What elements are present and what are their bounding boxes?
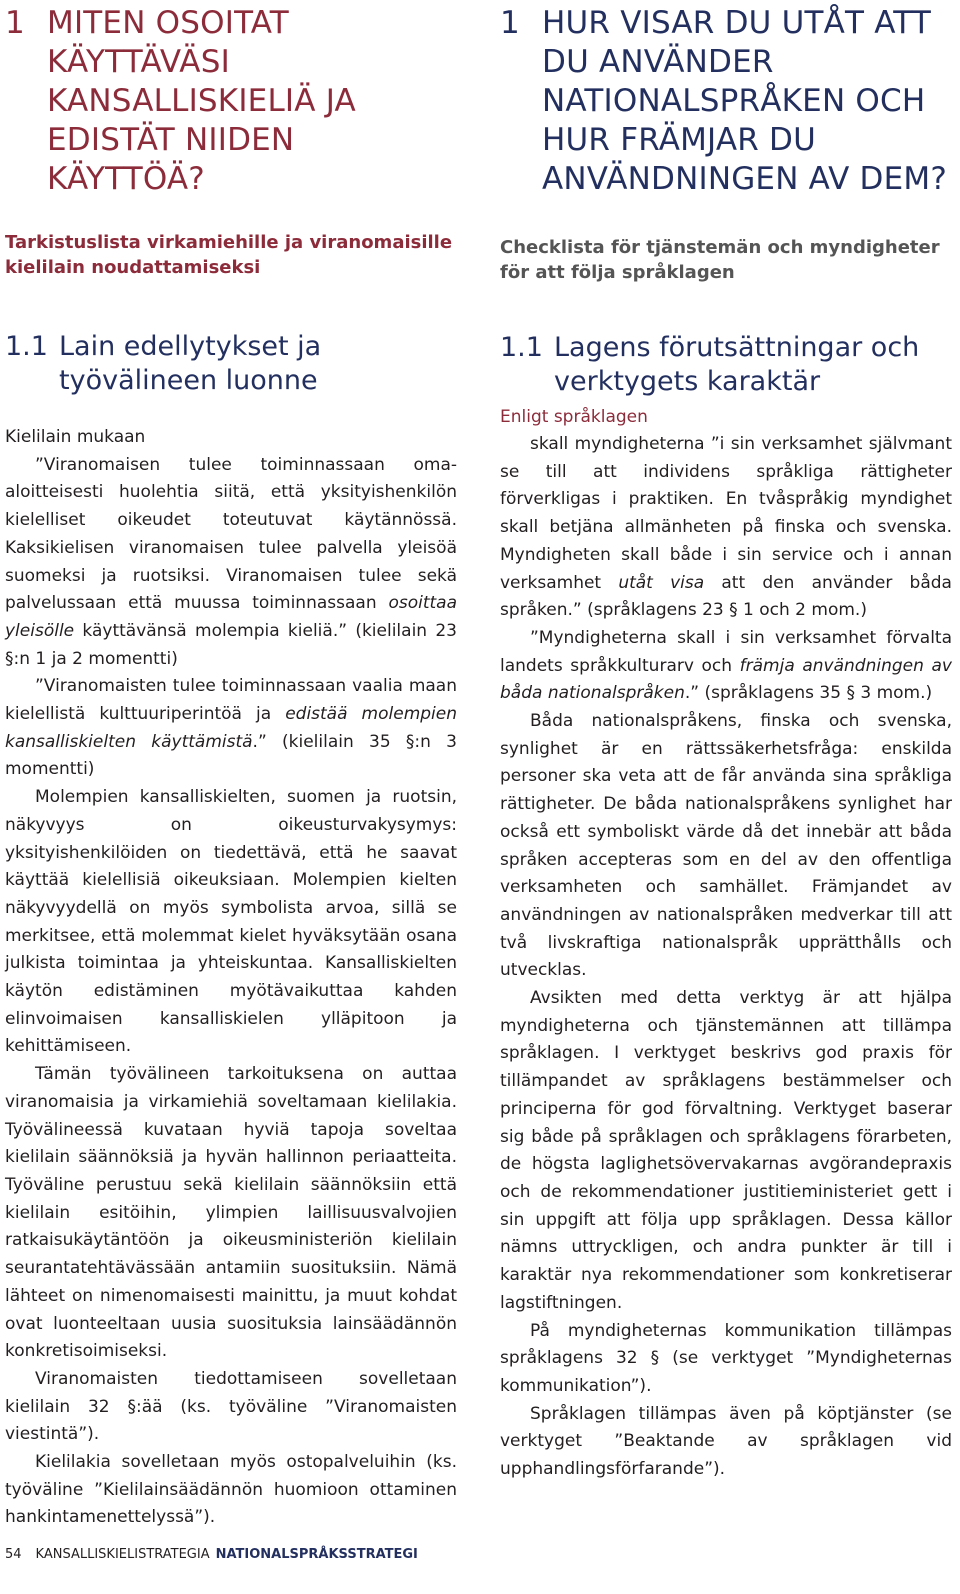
quote-2-text-b-fi: .” (kielilain 35 §:n 3 momentti) (5, 731, 457, 780)
footer-title-fi: KANSALLISKIELISTRATEGIA (35, 1547, 210, 1562)
section-number-sv: 1.1 (500, 332, 543, 363)
quote-1-emphasis-fi: osoittaa yleisölle (5, 593, 457, 641)
paragraph-6-fi: Kielilakia sovelletaan myös ostopalveluihin (ks. työväline ”Kielilainsäädännön huomioon ottaminen hankintamenettelyssä”). (5, 1452, 457, 1528)
page-footer (5, 1547, 418, 1563)
quote-2-text-a-fi: ”Viranomaisten tulee toiminnassaan vaalia maan kielellistä kulttuuriperintöä ja (5, 676, 457, 725)
paragraph-5-fi: Viranomaisten tiedottamiseen sovelletaan kielilain 32 §:ää (ks. työväline ”Viranomaisten viestintä”). (5, 1368, 457, 1445)
intro-line-fi: Kielilain mukaan (5, 427, 146, 447)
chapter-title-fi: MITEN OSOITAT KÄYTTÄVÄSI KANSALLISKIELIÄ JA EDISTÄT NIIDEN KÄYTTÖÄ? (47, 5, 356, 197)
footer-title-sv: NATIONALSPRÅKSSTRATEGI (215, 1547, 418, 1562)
paragraph-5-sv: På myndigheternas kommunikation tillämpas språklagens 32 § (se verktyget ”Myndigheternas kommunikation”). (500, 1320, 952, 1396)
chapter-subtitle-sv: Checklista för tjänstemän och myndigheter för att följa språklagen (500, 237, 940, 283)
quote-1-emphasis-sv: utåt visa (618, 572, 705, 593)
chapter-heading-sv (500, 0, 952, 199)
chapter-number-sv: 1 (500, 5, 520, 41)
chapter-subtitle-fi: Tarkistuslista virkamiehille ja viranomaisille kielilain noudattamiseksi (5, 232, 453, 278)
quote-1-citation-fi: ” (kielilain 23 §:n 1 ja 2 momentti) (5, 620, 457, 669)
quote-paragraph-2-fi (5, 673, 457, 784)
section-heading-sv (500, 331, 952, 399)
body-text-sv (500, 403, 952, 1484)
quote-2-text-a-sv: ”Myndigheterna skall i sin verksamhet förvalta landets språkkulturarv och (500, 627, 952, 676)
chapter-heading-fi (5, 0, 457, 199)
page-number: 54 (5, 1547, 22, 1562)
quote-paragraph-2-sv (500, 625, 952, 708)
quote-2-emphasis-sv: främja användningen av båda nationalspråken (500, 655, 952, 704)
quote-paragraph-1-sv (500, 431, 952, 625)
paragraph-3-fi: Molempien kansalliskielten, suomen ja ruotsin, näkyvyys on oikeusturvakysymys: yksityishenkilöiden on tiedettävä, että he saavat käyttää kielellisiä oikeuksiaan. Molempien kielten näkyvyydellä on myös symbolista arvoa, sillä se merkitsee, että molemmat kielet hyväksytään osana julkista toimintaa ja yhteiskuntaa. Kansalliskielten käytön edistäminen myötävaikuttaa kahden elinvoimaisen kansalliskielen ylläpitoon ja kehittämiseen. (5, 787, 457, 1057)
paragraph-3-sv: Båda nationalspråkens, finska och svenska, synlighet är en rättssäkerhetsfråga: enskilda personer ska veta att de får använda sina språkliga rättigheter. De båda nationalspråkens synlighet har också ett symboliskt värde då det innebär att båda språken accepteras som en del av den offentliga verksamheten och samhället. Främjandet av användningen av nationalspråken medverkar till att två livskraftiga nationalspråk upprätthålls och utvecklas. (500, 711, 952, 981)
paragraph-6-sv: Språklagen tillämpas även på köptjänster (se verktyget ”Beaktande av språklagen vid upphandlingsförfarande”). (500, 1403, 952, 1480)
section-title-sv: Lagens förutsättningar och verktygets karaktär (554, 332, 920, 397)
paragraph-4-fi: Tämän työvälineen tarkoituksena on auttaa viranomaisia ja virkamiehiä soveltamaan kielilakia. Työvälineessä kuvataan hyviä tapoja soveltaa kielilain säännöksiä ja hyvän hallinnon periaatteita. Työväline perustuu sekä kielilain säännöksiin että kielilain esitöihin, ylimpien laillisuusvalvojien ratkaisukäytäntöön ja oikeusministeriön kielilain seurantatehtävässään antamiin suosituksiin. Nämä lähteet on nimenomaisesti mainittu, ja muut kohdat ovat luonteeltaan uusia suosituksia lainsäädännön konkretisoimiseksi. (5, 1064, 457, 1362)
body-text-fi (5, 424, 457, 1532)
swedish-column (500, 0, 952, 1484)
quote-paragraph-1-fi (5, 452, 457, 674)
section-number-fi: 1.1 (5, 331, 48, 362)
quote-1-text-a-fi: ”Viranomaisen tulee toiminnassaan oma-aloitteisesti huolehtia siitä, että yksityishenkilön kielelliset oikeudet toteutuvat käytännössä. Kaksikielisen viranomaisen tulee palvella yleisöä suomeksi ja ruotsiksi. Viranomaisen tulee sekä palvelussaan että muussa toiminnassaan (5, 454, 457, 614)
chapter-title-sv: HUR VISAR DU UTÅT ATT DU ANVÄNDER NATIONALSPRÅKEN OCH HUR FRÄMJAR DU ANVÄNDNINGEN AV DEM? (542, 5, 948, 197)
section-heading-fi (5, 330, 457, 398)
quote-1-text-a-sv: skall myndigheterna ”i sin verksamhet självmant se till att individens språkliga rättigheter förverkligas i praktiken. En tvåspråkig myndighet skall betjäna allmänheten på finska och svenska. Myndigheten skall både i sin service och i annan verksamhet (500, 434, 952, 593)
quote-2-text-b-sv: .” (språklagens 35 § 3 mom.) (684, 683, 933, 704)
section-title-fi: Lain edellytykset ja työvälineen luonne (59, 331, 322, 396)
chapter-number-fi: 1 (5, 5, 25, 41)
quote-2-emphasis-fi: edistää molempien kansalliskielten käyttämistä (5, 704, 457, 752)
paragraph-4-sv: Avsikten med detta verktyg är att hjälpa myndigheterna och tjänstemännen att tillämpa språklagen. I verktyget beskrivs god praxis för tillämpandet av språklagens bestämmelser och principerna för god förvaltning. Verktyget baserar sig både på språklagen och språklagens förarbeten, de högsta laglighetsövervakarnas avgörandepraxis och de rekommendationer justitieministeriet gett i sin uppgift att följa upp språklagen. Dessa källor nämns uttryckligen, och andra punkter är till i karaktär nya rekommendationer som konkretiserar lagstiftningen. (500, 988, 952, 1313)
quote-1-text-b-sv: att den använder båda språken.” (språklagens 23 § 1 och 2 mom.) (500, 572, 952, 621)
quote-1-text-b-fi: käyttävänsä molempia kieliä. (74, 620, 339, 641)
intro-line-sv: Enligt språklagen (500, 407, 648, 427)
finnish-column (5, 0, 457, 1532)
